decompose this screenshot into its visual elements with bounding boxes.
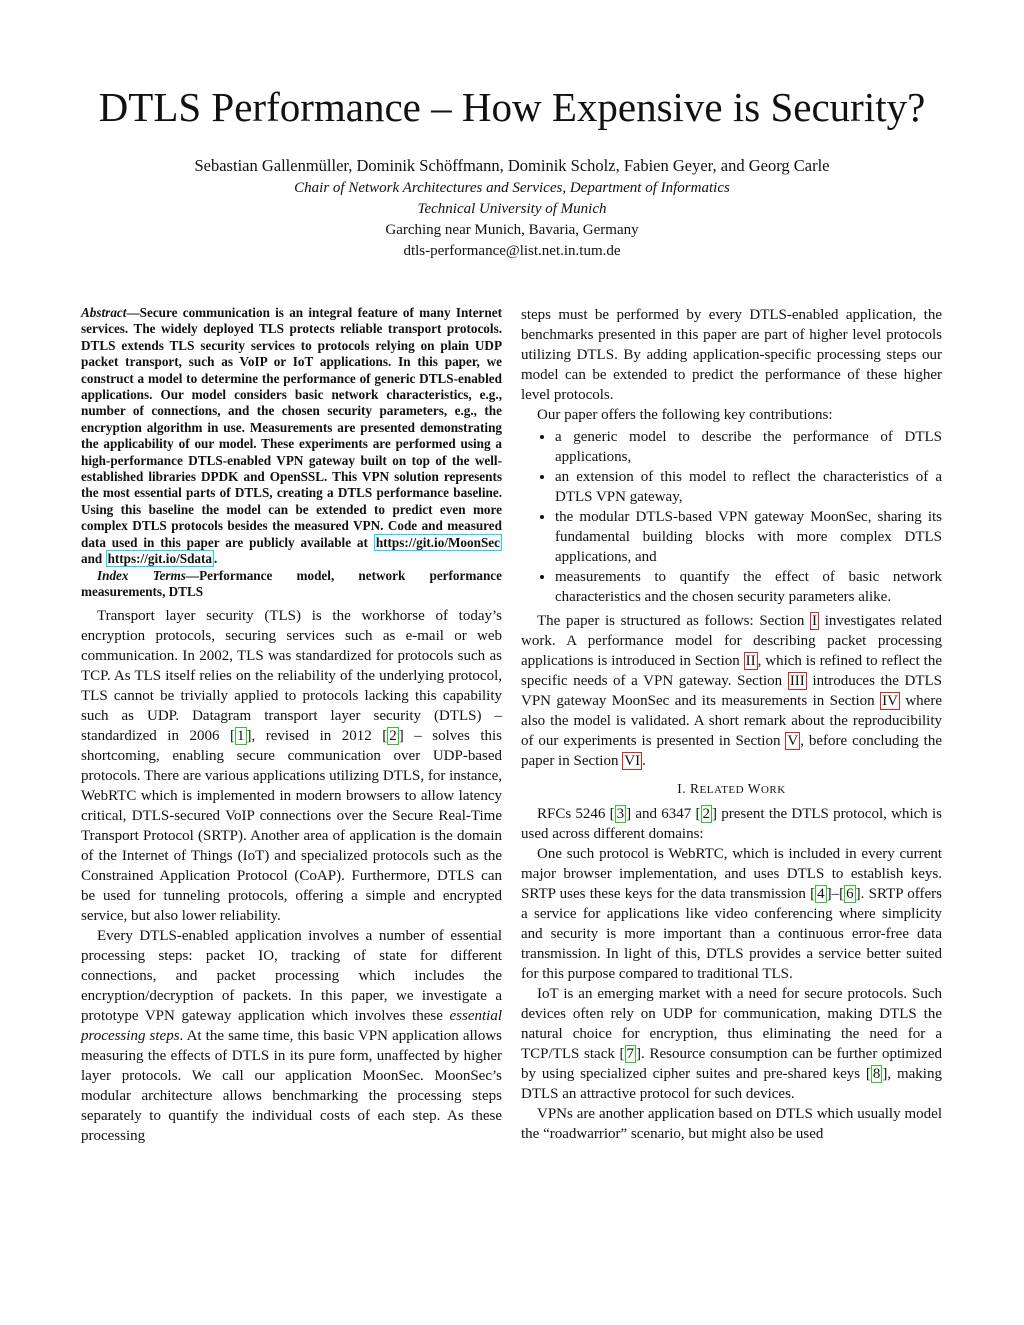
citation-4[interactable]: 4 xyxy=(817,886,825,902)
citation-7[interactable]: 7 xyxy=(626,1046,635,1062)
index-terms xyxy=(81,568,502,601)
citation-2[interactable]: 2 xyxy=(389,728,397,745)
struct-text: , which is refined to reflect the specific needs of a VPN gateway. Section xyxy=(521,653,942,689)
related-work-paragraph-4: VPNs are another application based on DTLS which usually model the “roadwarrior” scenario, but might also be used xyxy=(521,1106,942,1142)
citation-3[interactable]: 3 xyxy=(616,806,625,822)
related-work-paragraph-3 xyxy=(521,984,942,1104)
sdata-link[interactable]: https://git.io/Sdata xyxy=(107,551,212,567)
intro-p2-emphasis: essential processing steps xyxy=(81,1008,502,1045)
rw-text: ]. Resource consumption can be further optimized by using specialized cipher suites and pre-shared keys [ xyxy=(521,1046,942,1082)
moonsec-link[interactable]: https://git.io/MoonSec xyxy=(375,534,500,550)
abstract-text: Secure communication is an integral feature of many Internet services. The widely deployed TLS protects reliable transport protocols. DTLS extends TLS security services to protocols relying on plain UDP packet transport, such as VoIP or IoT applications. In this paper, we construct a model to determine the performance of generic DTLS-enabled applications. Our model considers basic network characteristics, e.g., number of connections, and the chosen security parameters, e.g., the encryption algorithm in use. Measurements are presented demonstrating the applicability of our model. These experiments are performed using a high-performance DTLS-enabled VPN gateway built on top of the well-established libraries DPDK and OpenSSL. This VPN solution represents the most essential parts of DTLS, creating a DTLS performance baseline. Using this baseline the model can be extended to predict even more complex DTLS protocols besides the measured VPN. Code and measured data used in this paper are publicly available at xyxy=(81,305,502,550)
abstract-dash: — xyxy=(126,305,140,320)
list-item: • the modular DTLS-based VPN gateway MoonSec, sharing its fundamental building blocks with more complex DTLS applications, and xyxy=(555,507,942,567)
abstract-label: Abstract xyxy=(81,305,127,320)
list-item: • an extension of this model to reflect the characteristics of a DTLS VPN gateway, xyxy=(555,467,942,507)
struct-text: The paper is structured as follows: Section xyxy=(537,613,811,629)
section-title-initial: R xyxy=(690,781,700,796)
section-title-rest-2: ORK xyxy=(760,784,786,796)
rw-text: ]. SRTP offers a service for applications like video conferencing where simplicity and security is more important than a continuous error-free data transmission. In light of this, DTLS provides a service better suited for this purpose compared to traditional TLS. xyxy=(521,886,942,982)
section-ref-4[interactable]: IV xyxy=(882,693,898,709)
list-item: • a generic model to describe the performance of DTLS applications, xyxy=(555,427,942,467)
contributions-intro: Our paper offers the following key contributions: xyxy=(537,407,833,423)
index-terms-label: Index Terms xyxy=(97,567,186,583)
citation-1[interactable]: 1 xyxy=(237,728,245,745)
rw-text: ]–[ xyxy=(826,886,845,902)
intro-p2-text: Every DTLS-enabled application involves a number of essential processing steps: packet IO, tracking of state for different connections, and packet processing which includes the encryption/decryption of packets. In this paper, we investigate a prototype VPN gateway application which involves these xyxy=(81,928,502,1025)
section-ref-5[interactable]: V xyxy=(787,733,799,749)
struct-text: investigates related work. A performance model for describing packet processing applications is introduced in Section xyxy=(521,613,942,669)
rw-text: ], making DTLS an attractive protocol for such devices. xyxy=(521,1066,942,1102)
intro-p1-text-b: ], revised in 2012 [ xyxy=(246,728,388,745)
section-title-rest: ELATED xyxy=(699,784,745,796)
section-ref-6[interactable]: VI xyxy=(624,753,641,769)
section-heading-related-work xyxy=(521,779,942,800)
intro-paragraph-1 xyxy=(81,606,502,926)
struct-text: introduces the DTLS VPN gateway MoonSec and its measurements in Section xyxy=(521,673,942,709)
section-title-initial-2: W xyxy=(747,781,761,796)
related-work-paragraph-1 xyxy=(521,804,942,844)
rw-text: IoT is an emerging market with a need for secure protocols. Such devices often rely on UDP for communication, making DTLS the natural choice for encryption, thus eliminating the need for a TCP/TLS stack [ xyxy=(521,986,942,1062)
struct-text: , before concluding the paper in Section xyxy=(521,733,943,769)
author-list: Sebastian Gallenmüller, Dominik Schöffmann, Dominik Scholz, Fabien Geyer, and Georg Carle xyxy=(194,156,830,175)
citation-6[interactable]: 6 xyxy=(846,886,854,902)
left-column xyxy=(81,305,502,1146)
rw-text: ] and 6347 [ xyxy=(626,806,701,822)
intro-continuation: steps must be performed by every DTLS-enabled application, the benchmarks presented in this paper are part of higher level protocols utilizing DTLS. By adding application-specific processing steps our model can be extended to predict the performance of these higher level protocols. xyxy=(521,307,942,403)
intro-p1-text-c: ] – solves this shortcoming, enabling secure communication over UDP-based protocols. There are various applications utilizing DTLS, for instance, WebRTC which is implemented in modern browsers to allow latency critical, DTLS-secured VoIP connections over the Secure Real-Time Transport Protocol (SRTP). Another area of application is the domain of the Internet of Things (IoT) and specialized protocols such as the Constrained Application Protocol (CoAP). Furthermore, DTLS can be used for tunneling protocols, offering a simple and encrypted service, but also lower reliability. xyxy=(81,728,502,925)
contribution-list xyxy=(521,427,942,607)
rw-text: ] present the DTLS protocol, which is used across different domains: xyxy=(521,806,943,842)
section-ref-2[interactable]: II xyxy=(745,653,756,669)
affiliation-university: Technical University of Munich xyxy=(417,201,607,217)
index-terms-text: —Performance model, network performance measurements, DTLS xyxy=(81,567,502,599)
contact-email: dtls-performance@list.net.in.tum.de xyxy=(403,243,621,259)
section-ref-3[interactable]: III xyxy=(789,673,805,689)
struct-text: where also the model is validated. A short remark about the reproducibility of our experiments is presented in Section xyxy=(521,693,942,749)
section-number: I. xyxy=(677,781,687,796)
right-column xyxy=(521,305,942,1144)
citation-2[interactable]: 2 xyxy=(702,806,711,822)
section-ref-1[interactable]: I xyxy=(812,613,818,629)
affiliation-chair: Chair of Network Architectures and Services, Department of Informatics xyxy=(294,180,730,196)
intro-p1-text: Transport layer security (TLS) is the workhorse of today’s encryption protocols, securing services such as e-mail or web communication. In 2002, TLS was standardized for protocols such as TCP. As TLS itself relies on the reliability of the underlying protocol, TLS cannot be trivially applied to protocols lacking this capability such as UDP. Datagram transport layer security (DTLS) – standardized in 2006 [ xyxy=(81,608,502,745)
abstract-and: and xyxy=(81,551,103,567)
affiliation-location: Garching near Munich, Bavaria, Germany xyxy=(385,222,639,238)
list-item: • measurements to quantify the effect of basic network characteristics and the chosen security parameters alike. xyxy=(555,567,942,607)
paper-title: DTLS Performance – How Expensive is Security? xyxy=(98,84,926,130)
abstract xyxy=(81,305,502,568)
rw-text: One such protocol is WebRTC, which is included in every current major browser implementation, and uses DTLS to establish keys. SRTP uses these keys for the data transmission [ xyxy=(521,846,942,902)
citation-8[interactable]: 8 xyxy=(872,1066,881,1082)
abstract-end: . xyxy=(213,551,218,567)
struct-text: . xyxy=(642,753,646,769)
rw-text: RFCs 5246 [ xyxy=(537,806,615,822)
paper-structure-paragraph xyxy=(521,611,942,771)
intro-p2-text-b: . At the same time, this basic VPN application allows measuring the effects of DTLS in its pure form, unaffected by higher layer protocols. We call our application MoonSec. MoonSec’s modular architecture allows benchmarking the processing steps separately to quantify the individual costs of each step. As these processing xyxy=(81,1028,502,1145)
intro-paragraph-2 xyxy=(81,926,502,1146)
related-work-paragraph-2 xyxy=(521,844,942,984)
